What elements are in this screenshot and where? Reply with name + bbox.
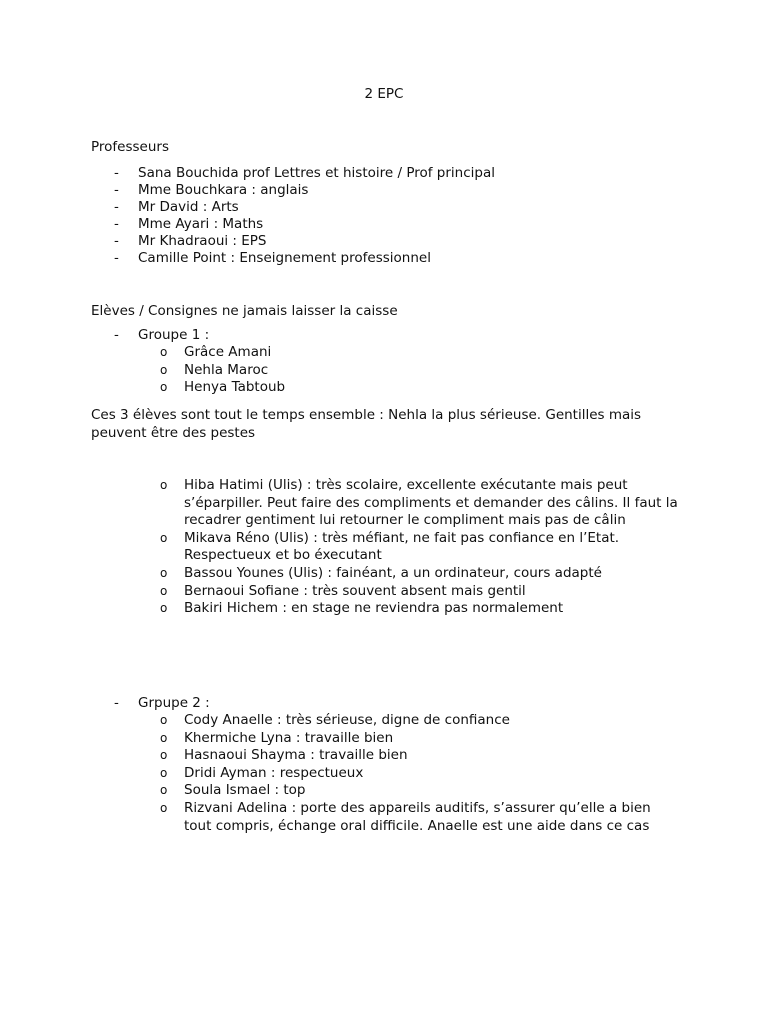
groupe1-others (160, 477, 680, 618)
list-item: o Rizvani Adelina : porte des appareils auditifs, s’assurer qu’elle a bien tout compris, échange oral difficile. Anaelle est une aide dans ce cas (160, 800, 680, 835)
list-item: o Soula Ismael : top (160, 782, 680, 800)
list-item: - Mr Khadraoui : EPS (91, 233, 691, 250)
professeurs-heading: Professeurs (91, 139, 169, 155)
list-item: - Mr David : Arts (91, 199, 691, 216)
professeurs-list (91, 165, 691, 267)
groupe2-list (91, 695, 691, 712)
list-item: o Bakiri Hichem : en stage ne reviendra pas normalement (160, 600, 680, 618)
document-title: 2 EPC (364, 86, 404, 102)
list-item: o Bassou Younes (Ulis) : fainéant, a un ordinateur, cours adapté (160, 565, 680, 583)
list-item: o Dridi Ayman : respectueux (160, 765, 680, 783)
list-item: o Grâce Amani (160, 344, 680, 362)
list-item: o Henya Tabtoub (160, 379, 680, 397)
list-item: - Mme Bouchkara : anglais (91, 182, 691, 199)
groupe1-students (160, 344, 680, 397)
groupe2-label: - Grpupe 2 : (91, 695, 691, 712)
list-item: o Cody Anaelle : très sérieuse, digne de confiance (160, 712, 680, 730)
list-item: o Khermiche Lyna : travaille bien (160, 730, 680, 748)
list-item: o Mikava Réno (Ulis) : très méfiant, ne fait pas confiance en l’Etat. Respectueux et bo éxecutant (160, 530, 680, 565)
list-item: - Sana Bouchida prof Lettres et histoire / Prof principal (91, 165, 691, 182)
groupe2-students (160, 712, 680, 835)
list-item: - Mme Ayari : Maths (91, 216, 691, 233)
list-item: o Hiba Hatimi (Ulis) : très scolaire, excellente exécutante mais peut s’éparpiller. Peut faire des compliments et demander des câlins. Il faut la recadrer gentiment lui retourner le compliment mais pas de câlin (160, 477, 680, 530)
groupe1-list (91, 327, 691, 344)
groupe1-note: Ces 3 élèves sont tout le temps ensemble : Nehla la plus sérieuse. Gentilles mais peuvent être des pestes (91, 407, 642, 441)
list-item: o Nehla Maroc (160, 362, 680, 380)
list-item: - Camille Point : Enseignement professionnel (91, 250, 691, 267)
groupe1-label: - Groupe 1 : (91, 327, 691, 344)
list-item: o Hasnaoui Shayma : travaille bien (160, 747, 680, 765)
eleves-heading: Elèves / Consignes ne jamais laisser la caisse (91, 303, 398, 319)
list-item: o Bernaoui Sofiane : très souvent absent mais gentil (160, 583, 680, 601)
